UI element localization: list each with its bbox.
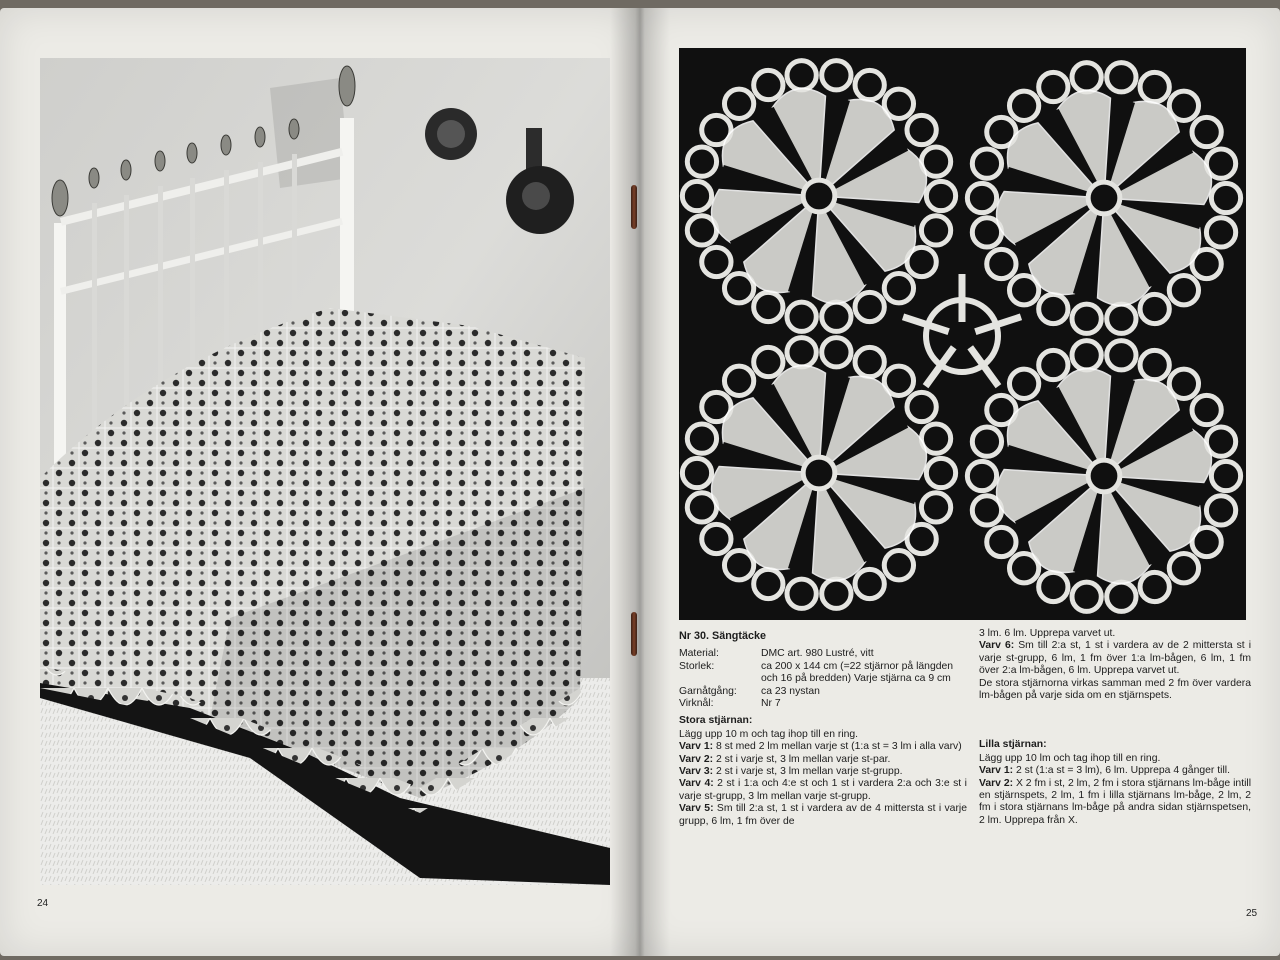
- spec-key: Virknål:: [679, 698, 714, 710]
- spec-value: ca 200 x 144 cm (=22 stjärnor på längden och 16 på bredden) Varje stjärna ca 9 cm: [761, 660, 954, 685]
- star-center-ring: [803, 180, 835, 212]
- round-label: Varv 6:: [979, 640, 1015, 652]
- star-center-ring: [1088, 182, 1120, 214]
- specs-table: [679, 648, 967, 710]
- round-label: Varv 3:: [679, 766, 714, 778]
- spacer: [979, 719, 1251, 736]
- spec-key: Material:: [679, 648, 719, 660]
- spec-row: [679, 698, 967, 710]
- crochet-motif-photo: [679, 48, 1246, 620]
- spec-row: [679, 648, 967, 660]
- continued-text: 3 lm. 6 lm. Upprepa varvet ut.: [979, 628, 1116, 639]
- star-center-ring: [1088, 460, 1120, 492]
- round-row: [679, 803, 967, 828]
- round-label: Varv 1:: [979, 765, 1014, 777]
- star-center-ring: [803, 457, 835, 489]
- instructions-column-right: [979, 628, 1251, 827]
- round-label: Varv 4:: [679, 778, 714, 790]
- pattern-title: Nr 30. Sängtäcke: [679, 630, 767, 642]
- spec-row: [679, 661, 967, 686]
- spacer: [979, 702, 1251, 719]
- round-text: 2 st (1:a st = 3 lm), 6 lm. Upprepa 4 gånger till.: [1015, 765, 1230, 777]
- join-text: De stora stjärnorna virkas samman med 2 fm över vardera lm-bågen på varje sida om en stjärnspets.: [979, 677, 1251, 702]
- staple-top: [631, 185, 637, 229]
- spec-value: ca 23 nystan: [761, 685, 820, 697]
- stora-heading: Stora stjärnan:: [679, 715, 753, 727]
- round-row: [979, 778, 1251, 828]
- round-label: Varv 5:: [679, 803, 714, 815]
- round-label: Varv 1:: [679, 741, 714, 753]
- spec-value: Nr 7: [761, 698, 781, 710]
- bedspread-photo: [40, 58, 610, 885]
- round-row: [679, 778, 967, 803]
- spec-key: Storlek:: [679, 660, 715, 672]
- instructions-column-left: [679, 630, 967, 828]
- round-label: Varv 2:: [979, 777, 1014, 789]
- stora-intro: Lägg upp 10 m och tag ihop till en ring.: [679, 728, 859, 740]
- round-text: Sm till 2:a st, 1 st i vardera av de 4 mittersta st i varje grupp, 6 lm, 1 fm över de: [679, 803, 967, 827]
- spec-key: Garnåtgång:: [679, 685, 737, 697]
- page-number-left: 24: [37, 898, 49, 909]
- round-row: [979, 640, 1251, 677]
- spec-value: DMC art. 980 Lustré, vitt: [761, 648, 874, 660]
- lilla-intro: Lägg upp 10 lm och tag ihop till en ring.: [979, 752, 1161, 764]
- round-text: 2 st i 1:a och 4:e st och 1 st i vardera 2:a och 3:e st i varje st-grupp, 3 lm mellan varje st-grupp.: [679, 778, 967, 802]
- round-row: [679, 741, 967, 753]
- lilla-heading: Lilla stjärnan:: [979, 739, 1047, 751]
- round-text: X 2 fm i st, 2 lm, 2 fm i stora stjärnans lm-båge intill en stjärnspets, 2 lm, 1 fm i lilla stjärnans lm-båge, 2 lm, 2 fm i stora stjärnans lm-båge på andra sidan stjärnspetsen, 2 lm. Upprepa från X.: [979, 777, 1252, 826]
- round-row: [979, 765, 1251, 777]
- round-text: 2 st i varje st, 3 lm mellan varje st-par.: [715, 753, 891, 765]
- round-row: [679, 754, 967, 766]
- round-row: [679, 766, 967, 778]
- round-text: 2 st i varje st, 3 lm mellan varje st-grupp.: [715, 766, 903, 778]
- spec-row: [679, 686, 967, 698]
- round-label: Varv 2:: [679, 753, 714, 765]
- staple-bottom: [631, 612, 637, 656]
- page-number-right: 25: [1246, 908, 1258, 919]
- round-text: 8 st med 2 lm mellan varje st (1:a st = 3 lm i alla varv): [715, 741, 962, 753]
- round-text: Sm till 2:a st, 1 st i vardera av de 2 mittersta st i varje st-grupp, 6 lm, 1 fm över 1:a lm-bågen, 6 lm, 1 fm över 2:a lm-bågen, 6 lm. Upprepa varvet ut.: [979, 640, 1252, 677]
